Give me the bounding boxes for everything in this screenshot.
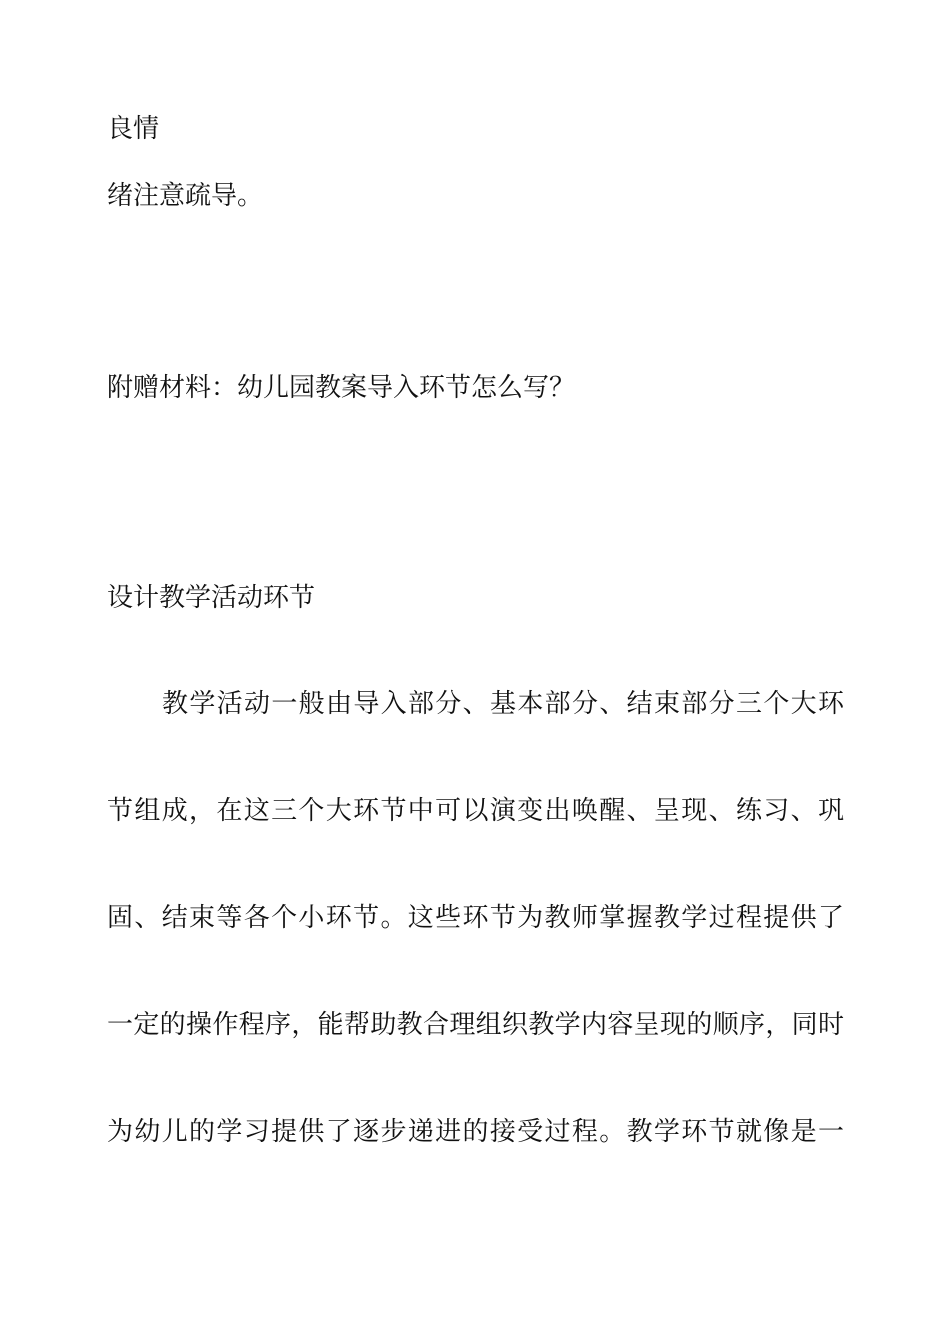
paragraph-line-5: 为幼儿的学习提供了逐步递进的接受过程。教学环节就像是一	[107, 1117, 844, 1147]
paragraph-line-2: 节组成，在这三个大环节中可以演变出唤醒、呈现、练习、巩	[107, 796, 844, 826]
attachment-heading: 附赠材料：幼儿园教案导入环节怎么写？	[107, 373, 576, 403]
section-heading: 设计教学活动环节	[107, 583, 316, 613]
fragment-line-1: 良情	[107, 114, 160, 144]
fragment-line-2: 绪注意疏导。	[107, 181, 264, 211]
paragraph-line-3: 固、结束等各个小环节。这些环节为教师掌握教学过程提供了	[107, 903, 844, 933]
paragraph-line-4: 一定的操作程序，能帮助教合理组织教学内容呈现的顺序，同时	[107, 1010, 844, 1040]
paragraph-line-1: 教学活动一般由导入部分、基本部分、结束部分三个大环	[162, 689, 844, 719]
